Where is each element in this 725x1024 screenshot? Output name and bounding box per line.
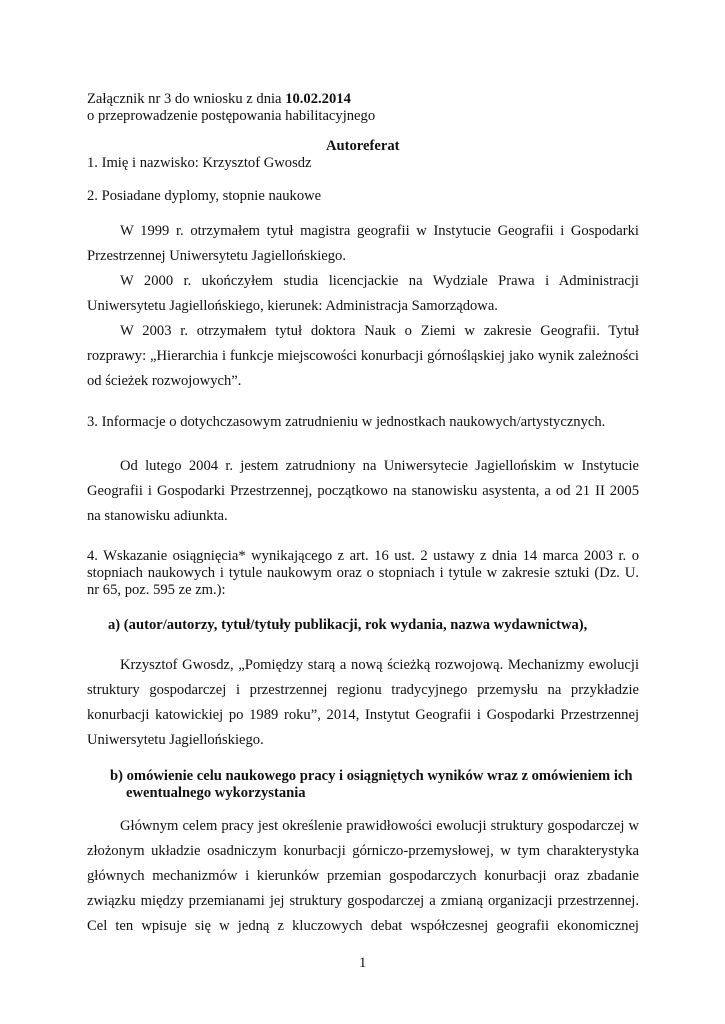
paragraph-line: Głównym celem pracy jest określenie prawidłowości ewolucji struktury gospodarczej w (120, 818, 639, 834)
subsection-a-heading: a) (autor/autorzy, tytuł/tytuły publikacji, rok wydania, nazwa wydawnictwa), (108, 617, 588, 633)
section-3-heading: 3. Informacje o dotychczasowym zatrudnieniu w jednostkach naukowych/artystycznych. (87, 414, 606, 430)
paragraph-line: związku między przemianami jej struktury gospodarczej a zmianą organizacji przestrzennej. (87, 893, 639, 909)
paragraph-line: W 1999 r. otrzymałem tytuł magistra geografii w Instytucie Geografii i Gospodarki (120, 223, 639, 239)
page-number: 1 (359, 955, 367, 971)
paragraph-line: złożonym układzie osadniczym konurbacji górniczo-przemysłowej, w tym charakterystyka (87, 843, 639, 859)
paragraph-line: Przestrzennej Uniwersytetu Jagiellońskiego. (87, 248, 346, 264)
paragraph-line: od ścieżek rozwojowych”. (87, 373, 242, 389)
paragraph-line: W 2000 r. ukończyłem studia licencjackie na Wydziale Prawa i Administracji (120, 273, 639, 289)
paragraph-line: W 2003 r. otrzymałem tytuł doktora Nauk o Ziemi w zakresie Geografii. Tytuł (120, 323, 639, 339)
section-4-heading-line: nr 65, poz. 595 ze zm.): (87, 582, 226, 598)
paragraph-line: struktury gospodarczej i przestrzennej regionu tradycyjnego przemysłu na przykładzie (87, 682, 639, 698)
paragraph-line: głównych mechanizmów i kierunków przemian gospodarczych konurbacji oraz zbadanie (87, 868, 639, 884)
paragraph-line: na stanowisku adiunkta. (87, 508, 228, 524)
subsection-b-heading-line: b) omówienie celu naukowego pracy i osiągniętych wyników wraz z omówieniem ich (110, 768, 633, 784)
section-1-name: 1. Imię i nazwisko: Krzysztof Gwosdz (87, 155, 312, 171)
document-title: Autoreferat (326, 138, 400, 154)
paragraph-line: Uniwersytetu Jagiellońskiego, kierunek: Administracja Samorządowa. (87, 298, 498, 314)
paragraph-line: konurbacji katowickiej po 1989 roku”, 2014, Instytut Geografii i Gospodarki Przestrzennej (87, 707, 639, 723)
section-4-heading-line: stopniach naukowych i tytule naukowym oraz o stopniach i tytule w zakresie sztuki (Dz. U. (87, 565, 639, 581)
section-2-heading: 2. Posiadane dyplomy, stopnie naukowe (87, 188, 322, 204)
subsection-b-heading-line: ewentualnego wykorzystania (126, 785, 306, 801)
paragraph-line: rozprawy: „Hierarchia i funkcje miejscowości konurbacji górnośląskiej jako wynik zależności (87, 348, 639, 364)
paragraph-line: Geografii i Gospodarki Przestrzennej, początkowo na stanowisku asystenta, a od 21 II 2005 (87, 483, 639, 499)
header-subject-line: o przeprowadzenie postępowania habilitacyjnego (87, 108, 376, 124)
paragraph-line: Cel ten wpisuje się w jedną z kluczowych debat współczesnej geografii ekonomicznej (87, 918, 639, 934)
header-date: 10.02.2014 (285, 91, 351, 107)
header-attachment-line: Załącznik nr 3 do wniosku z dnia 10.02.2014 (87, 91, 351, 107)
paragraph-line: Uniwersytetu Jagiellońskiego. (87, 732, 264, 748)
section-4-heading-line: 4. Wskazanie osiągnięcia* wynikającego z art. 16 ust. 2 ustawy z dnia 14 marca 2003 r. o (87, 548, 639, 564)
paragraph-line: Od lutego 2004 r. jestem zatrudniony na Uniwersytecie Jagiellońskim w Instytucie (120, 458, 639, 474)
paragraph-line: Krzysztof Gwosdz, „Pomiędzy starą a nową ścieżką rozwojową. Mechanizmy ewolucji (120, 657, 639, 673)
